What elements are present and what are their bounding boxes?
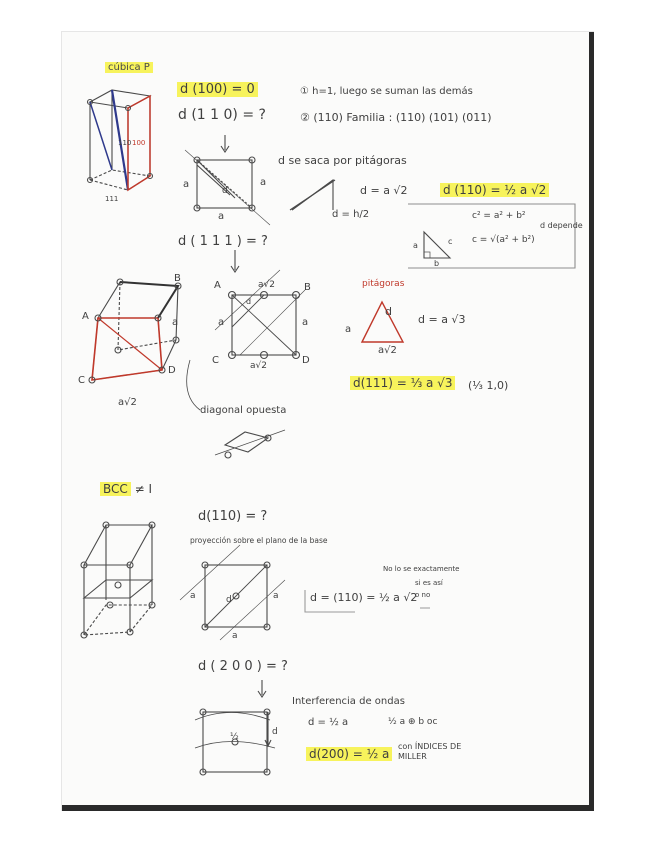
square-label-C: C <box>212 355 219 366</box>
result-111-alt: (⅓ 1,0) <box>468 379 509 392</box>
interference-label: Interferencia de ondas <box>292 696 405 707</box>
square-110-drawing <box>185 135 270 225</box>
side-note-1: No lo se exactamente <box>383 565 460 573</box>
square-label-d: d <box>246 297 252 306</box>
d-eq-a-root2: d = a √2 <box>360 184 408 197</box>
d-eq-half-a: d = ½ a <box>308 717 349 728</box>
diagonal-label: diagonal opuesta <box>200 405 287 416</box>
section-heading-bcc: BCC ≠ I <box>100 483 152 495</box>
bcc-label-a-right: a <box>273 591 279 601</box>
cube-label-a-root2: a√2 <box>118 397 137 408</box>
cube-label-A: A <box>82 311 89 322</box>
label-d-1: d <box>222 186 228 196</box>
square-label-D: D <box>302 355 310 366</box>
note-2: ② (110) Familia : (110) (101) (011) <box>300 111 492 124</box>
cube-label-D: D <box>168 365 176 376</box>
pythagoras-note: d se saca por pitágoras <box>278 154 407 167</box>
cube-label-a: a <box>172 317 179 328</box>
result-110: d (110) = ½ a √2 <box>440 184 549 196</box>
side-note-3: o no <box>415 591 431 599</box>
bcc-label-a-left: a <box>190 591 196 601</box>
pitagoras-label: pitágoras <box>362 279 405 289</box>
bcc-square-110-drawing <box>180 545 285 640</box>
bcc-200-label-d: d <box>272 727 278 737</box>
note-1: ① h=1, luego se suman las demás <box>300 86 473 97</box>
bcc-square-200-drawing <box>195 709 275 775</box>
half-a-bcc: ½ a ⊕ b oc <box>388 717 438 727</box>
label-a-2: a <box>260 177 267 188</box>
d110-question: d (1 1 0) = ? <box>178 107 266 123</box>
miller-note: con ÍNDICES DE MILLER <box>398 742 462 761</box>
result-200: d(200) = ½ a <box>306 748 392 760</box>
d100-result: d (100) = 0 <box>177 83 258 96</box>
triangle-label-a-root2: a√2 <box>378 345 397 356</box>
side-note-2: si es así <box>415 579 443 587</box>
d-eq-h-over-2: d = h/2 <box>332 209 370 220</box>
box-label-b: b <box>434 259 440 268</box>
section-heading-cubic-p: cúbica P <box>105 63 153 73</box>
square-label-a-right: a <box>302 317 309 328</box>
square-label-a-left: a <box>218 317 225 328</box>
triangle-label-a: a <box>345 324 352 335</box>
cube-label-C: C <box>78 375 85 386</box>
projection-note: proyección sobre el plano de la base <box>190 536 328 545</box>
bcc-label-a-bottom: a <box>232 631 238 641</box>
bcc-result-110: d = (110) = ½ a √2 <box>310 591 418 604</box>
bcc-half-label: ½ <box>230 732 239 742</box>
square-label-a-root2-top: a√2 <box>258 280 275 290</box>
result-111: d(111) = ⅓ a √3 <box>350 377 455 389</box>
triangle-label-d: d <box>385 305 392 318</box>
label-110: 110 <box>118 139 132 147</box>
box-formula-1: c² = a² + b² <box>472 211 526 221</box>
d200-question: d ( 2 0 0 ) = ? <box>198 659 288 674</box>
label-a-3: a <box>218 211 225 222</box>
square-label-B: B <box>304 282 311 293</box>
label-111: 111 <box>105 195 119 203</box>
label-a-1: a <box>183 179 190 190</box>
bcc-label-d: d <box>226 595 232 605</box>
triangle-pythagoras-drawing <box>290 180 335 210</box>
square-label-A: A <box>214 280 221 291</box>
box-label-a: a <box>413 241 418 250</box>
cube-label-B: B <box>174 273 181 284</box>
d111-question: d ( 1 1 1 ) = ? <box>178 234 268 249</box>
label-100: 100 <box>132 139 146 147</box>
red-triangle-drawing <box>362 302 403 342</box>
square-label-a-root2-bottom: a√2 <box>250 361 267 371</box>
box-formula-2: c = √(a² + b²) <box>472 235 535 245</box>
bcc-cube-drawing <box>81 522 155 638</box>
box-note: d depende <box>540 221 583 230</box>
bcc-d110-question: d(110) = ? <box>198 509 268 524</box>
d-eq-a-root3: d = a √3 <box>418 313 466 326</box>
box-label-c: c <box>448 237 453 246</box>
